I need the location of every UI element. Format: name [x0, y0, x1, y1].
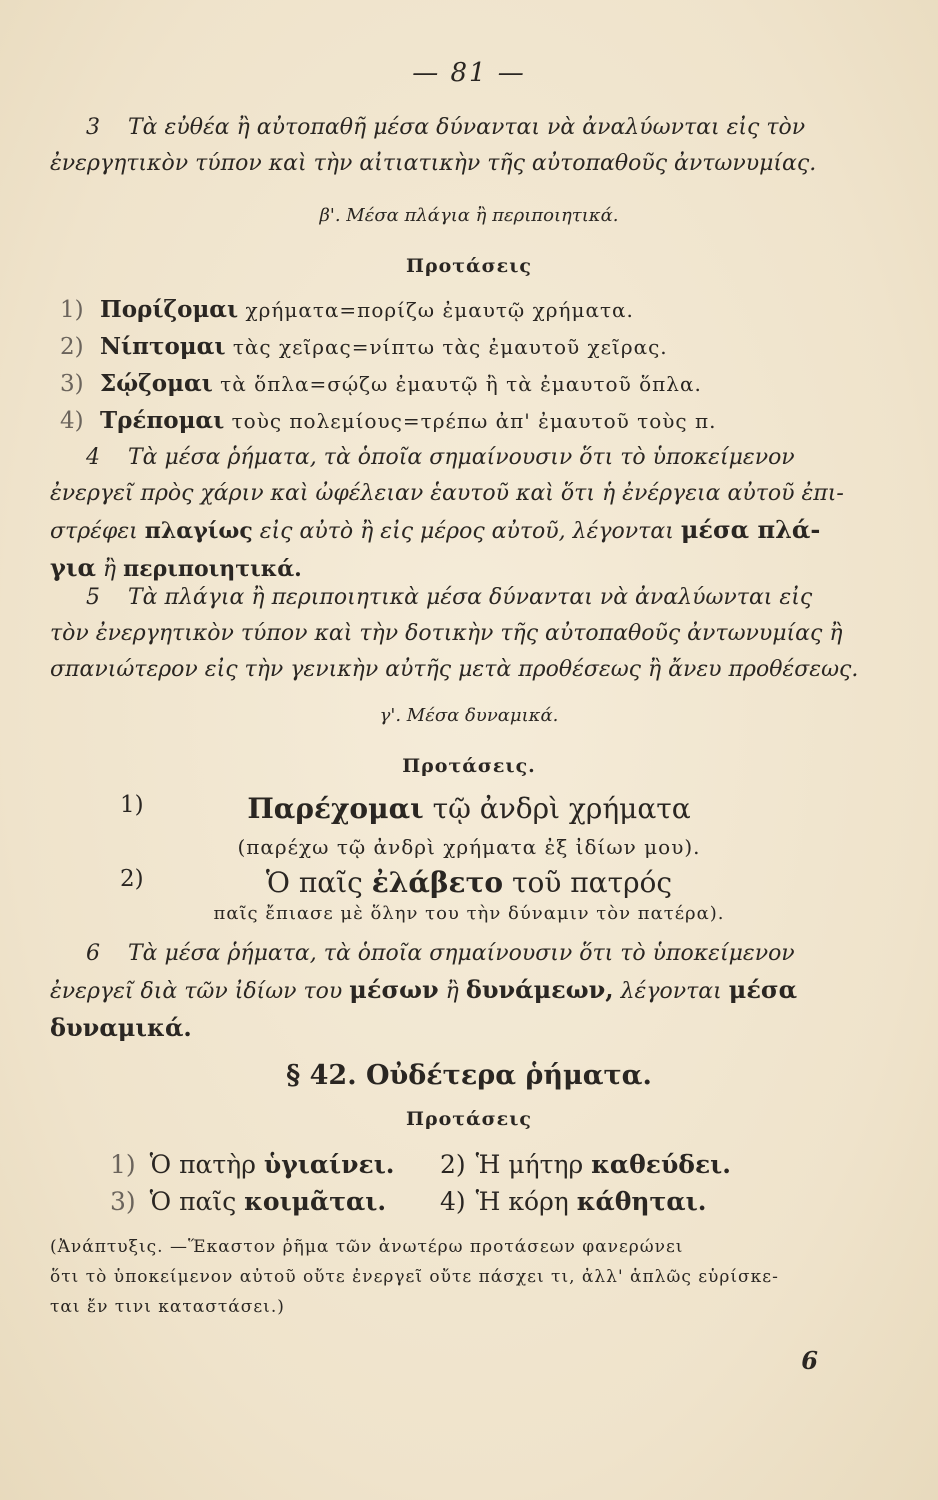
note-line: (Ἀνάπτυξις. —Ἕκαστον ῥῆμα τῶν ἀνωτέρω προτάσεων φανερώνει	[50, 1237, 684, 1257]
sentence-item	[440, 1187, 706, 1216]
example-text: Ὁ παῖς	[265, 866, 372, 899]
sentence-text: Ἡ μήτηρ	[475, 1150, 592, 1179]
text-span: στρέφει	[50, 519, 145, 544]
text-span: ἢ	[95, 557, 124, 582]
text-line: τὸν ἐνεργητικὸν τύπον καὶ τὴν δοτικὴν τῆς αὐτοπαθοῦς ἀντωνυμίας ἢ	[50, 621, 843, 646]
sentence-item	[110, 1150, 395, 1179]
sentence-item	[440, 1150, 731, 1179]
example-item	[60, 407, 716, 434]
sentence-text: Ἡ κόρη	[475, 1187, 577, 1216]
example-number: 3)	[60, 371, 84, 397]
page-number: — 81 —	[412, 58, 526, 88]
sentence-verb: καθεύδει.	[591, 1150, 731, 1179]
example-verb: Πορίζομαι	[100, 296, 239, 323]
example-sentence	[0, 866, 938, 899]
emphasis-text: για	[50, 553, 96, 582]
example-item	[60, 296, 634, 323]
text-span: εἰς αὐτὸ ἢ εἰς μέρος αὐτοῦ, λέγονται	[252, 519, 681, 544]
example-text: χρήματα=πορίζω ἐμαυτῷ χρήματα.	[238, 298, 634, 322]
example-verb: Νίπτομαι	[100, 333, 226, 360]
text-line: Τὰ εὐθέα ἢ αὐτοπαθῆ μέσα δύνανται νὰ ἀναλύωνται εἰς τὸν	[128, 115, 806, 140]
example-number: 4)	[60, 408, 84, 434]
text-line: Τὰ πλάγια ἢ περιποιητικὰ μέσα δύνανται νὰ ἀναλύωνται εἰς	[128, 585, 813, 610]
sentence-item	[110, 1187, 386, 1216]
example-item	[60, 370, 702, 397]
protaseis-label: Προτάσεις.	[402, 755, 536, 777]
text-span: ἐνεργεῖ διὰ τῶν ἰδίων του	[50, 979, 350, 1004]
text-line: Τὰ μέσα ῥήματα, τὰ ὁποῖα σημαίνουσιν ὅτι τὸ ὑποκείμενον	[128, 941, 795, 966]
section-heading-42: § 42. Οὐδέτερα ῥήματα.	[286, 1060, 652, 1091]
emphasis-text: δυναμικά.	[50, 1013, 192, 1042]
example-verb: Παρέχομαι	[247, 792, 424, 825]
emphasis-text: δυνάμεων,	[465, 975, 614, 1004]
paragraph-number: 4	[86, 445, 100, 470]
example-number: 1)	[60, 297, 84, 323]
signature-mark: 6	[801, 1346, 818, 1375]
example-verb: Τρέπομαι	[100, 407, 225, 434]
paragraph-4	[50, 440, 890, 588]
example-text: τὰ ὅπλα=σῴζω ἐμαυτῷ ἢ τὰ ἐμαυτοῦ ὅπλα.	[212, 372, 702, 396]
text-span: ἢ	[438, 979, 466, 1004]
text-line: ἐνεργητικὸν τύπον καὶ τὴν αἰτιατικὴν τῆς αὐτοπαθοῦς ἀντωνυμίας.	[50, 151, 817, 176]
text-line: σπανιώτερον εἰς τὴν γενικὴν αὐτῆς μετὰ προθέσεως ἢ ἄνευ προθέσεως.	[50, 657, 859, 682]
sentence-text: Ὁ παῖς	[149, 1187, 245, 1216]
note-line: ται ἔν τινι καταστάσει.)	[50, 1297, 285, 1317]
sentence-number: 3)	[110, 1187, 136, 1216]
paragraph-number: 6	[86, 941, 100, 966]
sentence-number: 4)	[440, 1187, 466, 1216]
sentence-verb: κάθηται.	[576, 1187, 707, 1216]
text-line	[50, 512, 890, 550]
sentence-verb: κοιμᾶται.	[244, 1187, 387, 1216]
example-item	[60, 333, 668, 360]
text-line	[50, 972, 890, 1010]
example-verb: ἐλάβετο	[371, 866, 504, 899]
paragraph-3	[50, 110, 890, 182]
paragraph-6	[50, 936, 890, 1046]
protaseis-label: Προτάσεις	[406, 1108, 532, 1130]
example-text: τὰς χεῖρας=νίπτω τὰς ἐμαυτοῦ χεῖρας.	[225, 335, 668, 359]
section-gamma-title: γ'. Μέσα δυναμικά.	[379, 705, 559, 726]
example-number: 1)	[120, 792, 144, 818]
emphasis-text: μέσα πλά-	[680, 515, 821, 544]
emphasis-text: περιποιητικά.	[123, 556, 302, 582]
text-line: Τὰ μέσα ῥήματα, τὰ ὁποῖα σημαίνουσιν ὅτι τὸ ὑποκείμενον	[128, 445, 795, 470]
emphasis-text: μέσα	[728, 975, 798, 1004]
paragraph-number: 5	[86, 585, 100, 610]
sentence-text: Ὁ πατὴρ	[149, 1150, 264, 1179]
example-text: τῷ ἀνδρὶ χρήματα	[423, 792, 691, 825]
sentence-verb: ὑγιαίνει.	[263, 1150, 395, 1179]
sentence-number: 1)	[110, 1150, 136, 1179]
text-span: λέγονται	[613, 979, 729, 1004]
example-text: τοὺς πολεμίους=τρέπω ἀπ' ἐμαυτοῦ τοὺς π.	[224, 409, 717, 433]
example-text: τοῦ πατρός	[503, 866, 673, 899]
sentence-number: 2)	[440, 1150, 466, 1179]
protaseis-label: Προτάσεις	[406, 255, 532, 277]
example-gloss: (παρέχω τῷ ἀνδρὶ χρήματα ἐξ ἰδίων μου).	[237, 835, 701, 859]
emphasis-text: πλαγίως	[144, 518, 253, 544]
example-verb: Σῴζομαι	[100, 370, 213, 397]
example-number: 2)	[120, 866, 144, 892]
paragraph-5	[50, 580, 890, 688]
emphasis-text: μέσων	[349, 975, 439, 1004]
explanation-note	[50, 1232, 890, 1322]
example-number: 2)	[60, 334, 84, 360]
paragraph-number: 3	[86, 115, 100, 140]
note-line: ὅτι τὸ ὑποκείμενον αὐτοῦ οὔτε ἐνεργεῖ οὔτε πάσχει τι, ἀλλ' ἁπλῶς εὑρίσκε-	[50, 1267, 779, 1287]
example-sentence	[0, 792, 938, 825]
section-beta-title: β'. Μέσα πλάγια ἢ περιποιητικά.	[319, 205, 619, 226]
example-gloss: παῖς ἔπιασε μὲ ὅλην του τὴν δύναμιν τὸν πατέρα).	[213, 903, 725, 924]
text-line: ἐνεργεῖ πρὸς χάριν καὶ ὠφέλειαν ἑαυτοῦ καὶ ὅτι ἡ ἐνέργεια αὐτοῦ ἐπι-	[50, 481, 844, 506]
